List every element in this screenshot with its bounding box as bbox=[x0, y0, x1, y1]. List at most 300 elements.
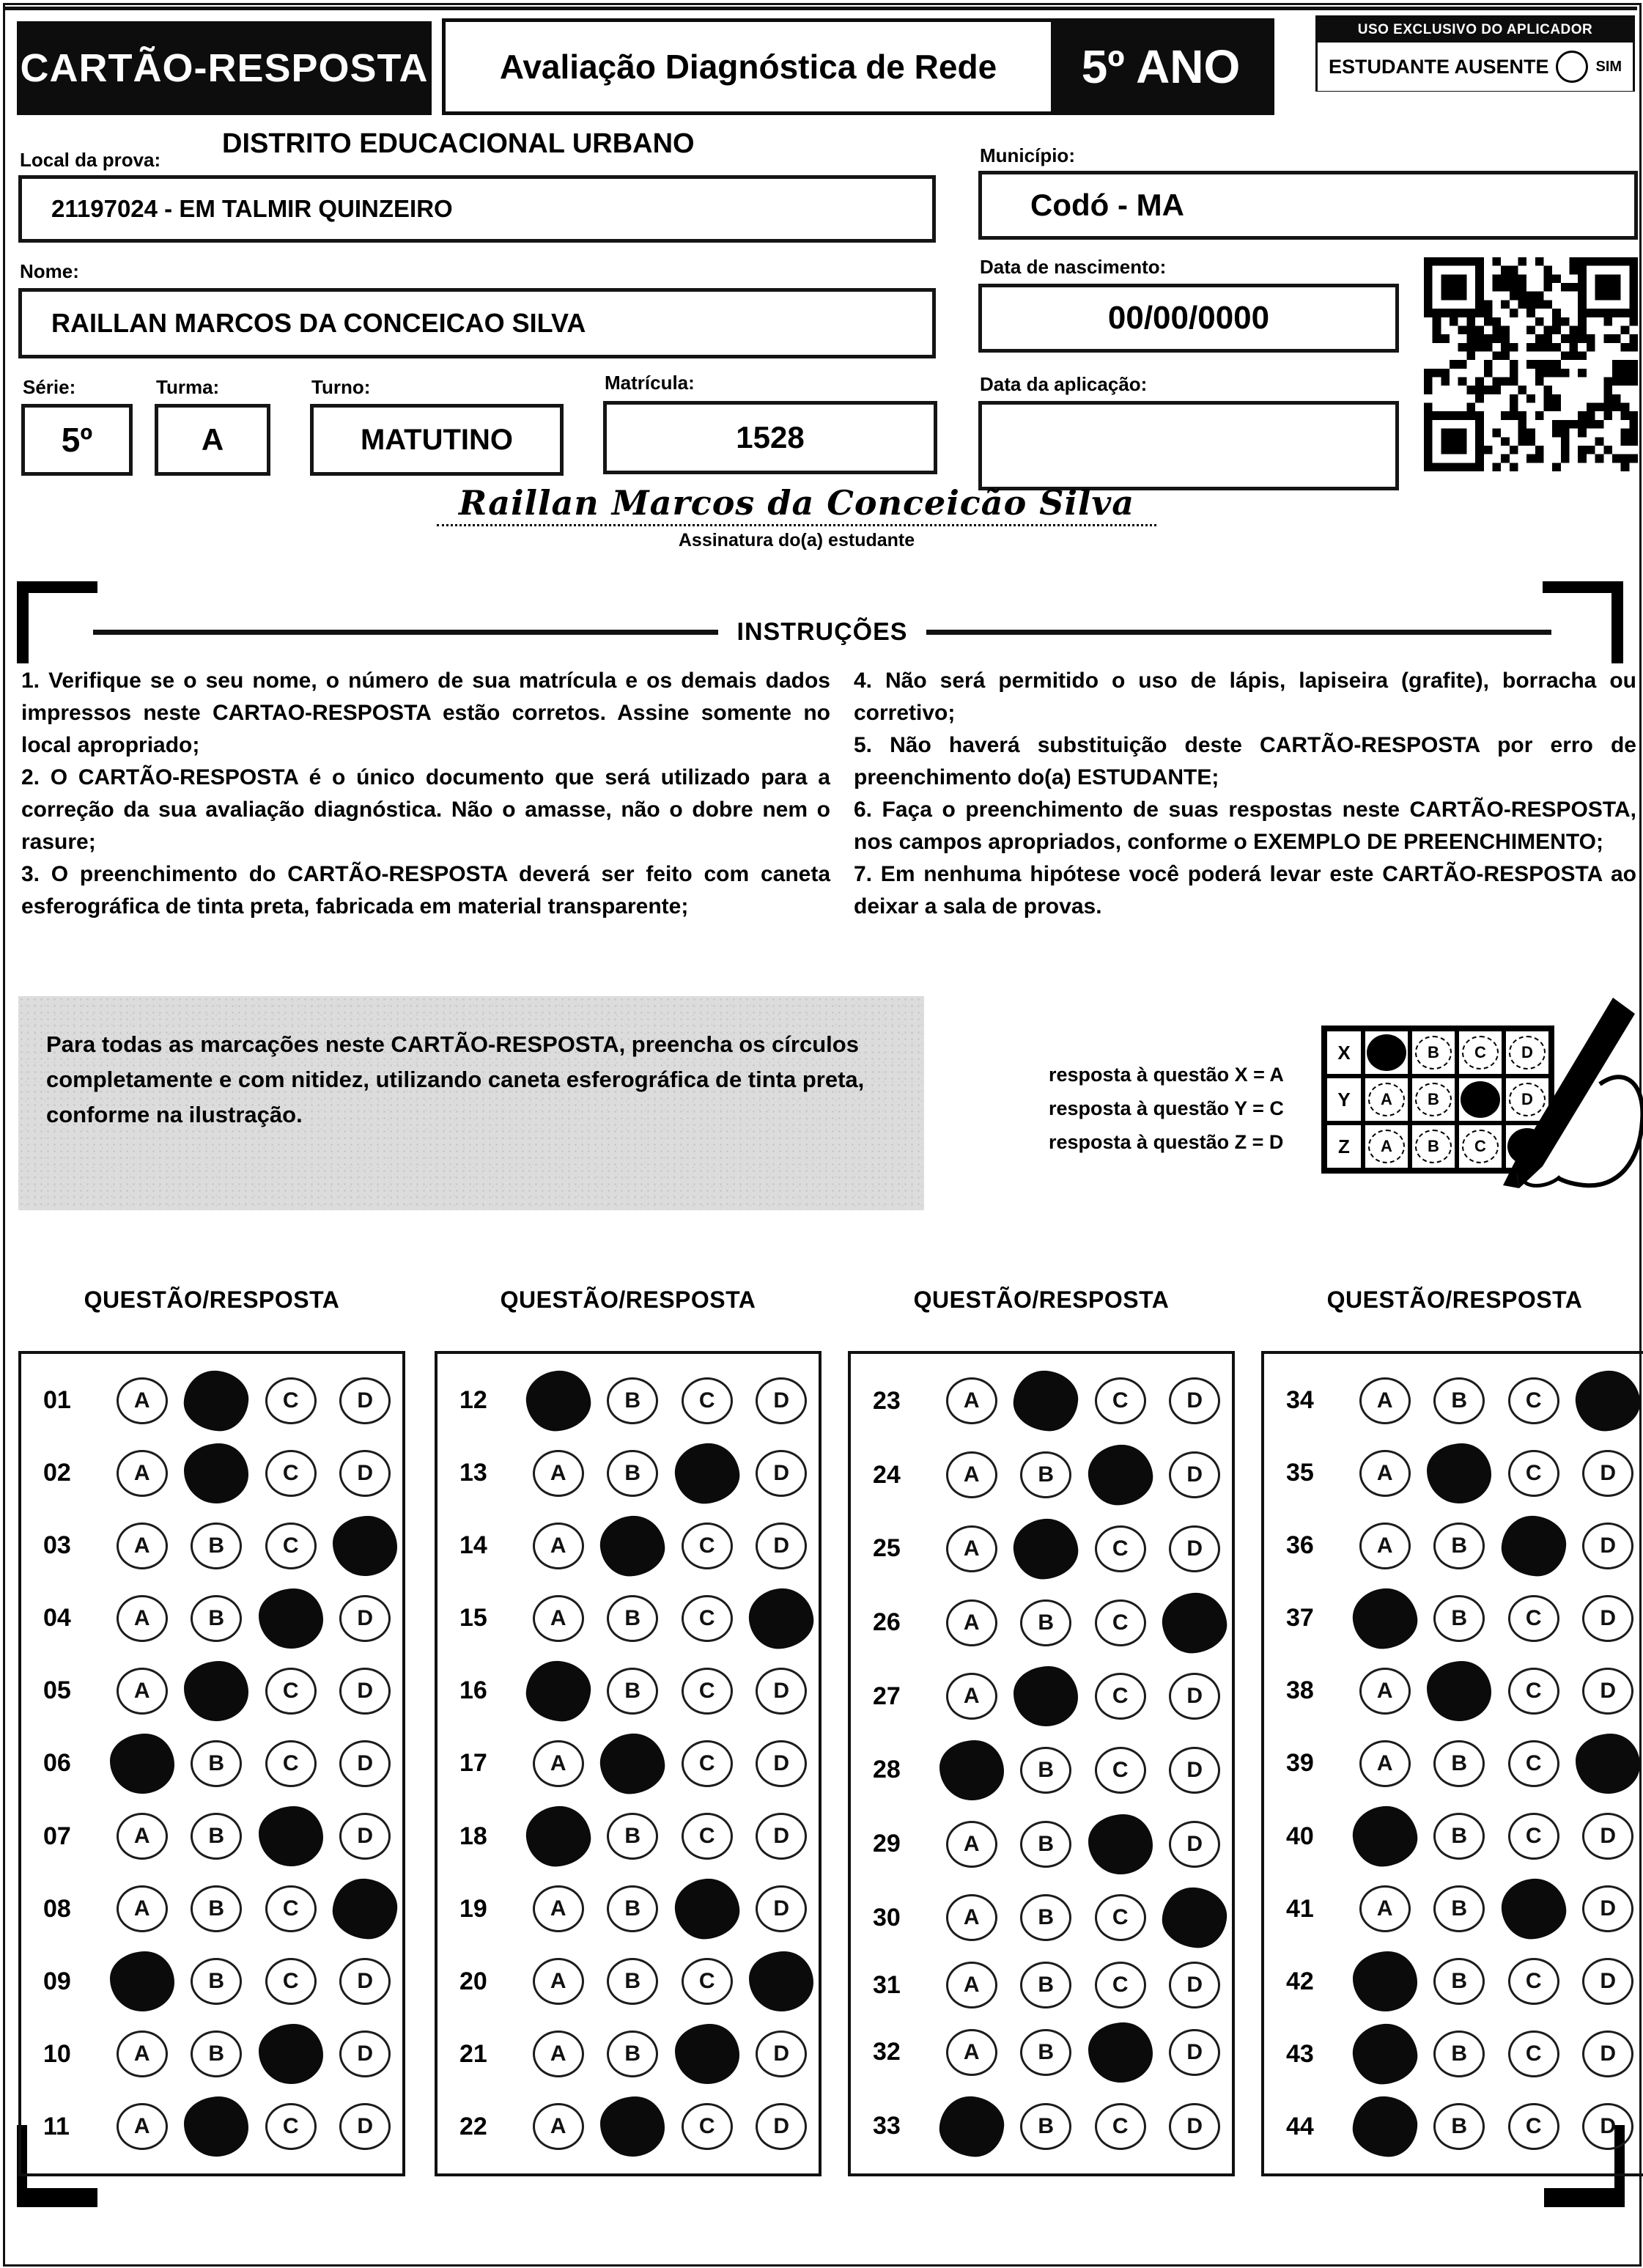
bubble-10-C[interactable] bbox=[259, 2024, 323, 2084]
matricula-value: 1528 bbox=[736, 420, 805, 454]
fill-instructions-text: Para todas as marcações neste CARTÃO-RESPOSTA, preencha os círculos completamente e com nitidez, utilizando caneta esferográfica de tinta preta, conforme na ilustração. bbox=[46, 1031, 865, 1127]
bubble-11-D[interactable]: D bbox=[339, 2103, 391, 2150]
bubble-11-C[interactable]: C bbox=[265, 2103, 317, 2150]
bubble-18-B[interactable]: B bbox=[607, 1813, 658, 1860]
bubble-28-A[interactable] bbox=[939, 1740, 1004, 1800]
nome-label: Nome: bbox=[20, 260, 79, 282]
question-number-05: 05 bbox=[43, 1676, 71, 1705]
bubble-12-A[interactable] bbox=[523, 1368, 593, 1433]
bubble-17-B[interactable] bbox=[598, 1731, 668, 1796]
question-number-38: 38 bbox=[1286, 1676, 1314, 1705]
answers-header-3: QUESTÃO/RESPOSTA bbox=[913, 1286, 1170, 1313]
bubble-22-A[interactable]: A bbox=[533, 2103, 584, 2150]
municipio-value: Codó - MA bbox=[1030, 188, 1184, 222]
bubble-02-B[interactable] bbox=[184, 1443, 248, 1503]
answer-row-02 bbox=[24, 1443, 402, 1503]
matricula-field bbox=[603, 401, 937, 474]
aplicador-box bbox=[1315, 15, 1635, 92]
example-row-label-text: X bbox=[1337, 1041, 1351, 1064]
bubble-42-A[interactable] bbox=[1353, 1951, 1417, 2011]
bubble-38-B[interactable] bbox=[1427, 1661, 1491, 1721]
example-cell bbox=[1363, 1029, 1410, 1076]
bubble-13-C[interactable] bbox=[672, 1440, 742, 1506]
bubble-32-B[interactable]: B bbox=[1020, 2029, 1071, 2076]
absent-label: ESTUDANTE AUSENTE bbox=[1328, 55, 1549, 78]
bubble-09-D[interactable]: D bbox=[339, 1958, 391, 2005]
bubble-36-D[interactable]: D bbox=[1582, 1523, 1633, 1569]
answer-row-15 bbox=[440, 1588, 819, 1649]
bubble-23-B[interactable] bbox=[1011, 1369, 1080, 1433]
bubble-26-D[interactable] bbox=[1160, 1590, 1230, 1655]
bubble-27-D[interactable]: D bbox=[1169, 1673, 1220, 1720]
bubble-34-B[interactable]: B bbox=[1433, 1377, 1485, 1424]
bubble-26-B[interactable]: B bbox=[1020, 1599, 1071, 1646]
bubble-30-B[interactable]: B bbox=[1020, 1894, 1071, 1941]
bubble-16-A[interactable] bbox=[524, 1659, 593, 1723]
bubble-06-C[interactable]: C bbox=[265, 1740, 317, 1787]
bubble-24-D[interactable]: D bbox=[1169, 1451, 1220, 1498]
answer-row-13 bbox=[440, 1443, 819, 1503]
example-cell bbox=[1410, 1123, 1457, 1170]
aplicacao-field[interactable] bbox=[978, 401, 1399, 490]
rule-right bbox=[926, 630, 1551, 635]
bubble-13-D[interactable]: D bbox=[756, 1450, 807, 1497]
bubble-27-C[interactable]: C bbox=[1095, 1673, 1146, 1720]
bubble-40-D[interactable]: D bbox=[1582, 1813, 1633, 1860]
instruction-item-right-2: 5. Não haverá substituição deste CARTÃO-RESPOSTA por erro de preenchimento do(a) ESTUDANTE; bbox=[854, 733, 1636, 789]
bubble-33-C[interactable]: C bbox=[1095, 2103, 1146, 2150]
turma-field bbox=[155, 404, 270, 476]
school-field bbox=[18, 175, 936, 243]
bubble-13-B[interactable]: B bbox=[607, 1450, 658, 1497]
bubble-44-C[interactable]: C bbox=[1508, 2103, 1559, 2150]
turno-value: MATUTINO bbox=[360, 423, 514, 456]
rule-left bbox=[93, 630, 718, 635]
question-number-34: 34 bbox=[1286, 1386, 1314, 1415]
bubble-07-D[interactable]: D bbox=[339, 1813, 391, 1860]
bubble-27-A[interactable]: A bbox=[946, 1673, 997, 1720]
question-number-19: 19 bbox=[459, 1894, 487, 1923]
bubble-07-C[interactable] bbox=[259, 1806, 323, 1866]
school-value: 21197024 - EM TALMIR QUINZEIRO bbox=[51, 195, 453, 222]
bubble-41-A[interactable]: A bbox=[1359, 1885, 1411, 1932]
absent-bubble[interactable] bbox=[1556, 51, 1588, 83]
bubble-30-D[interactable] bbox=[1160, 1885, 1229, 1950]
bubble-16-C[interactable]: C bbox=[682, 1668, 733, 1715]
example-bubble-Y-D: D bbox=[1509, 1083, 1546, 1116]
bubble-36-A[interactable]: A bbox=[1359, 1523, 1411, 1569]
answer-row-32 bbox=[854, 2022, 1232, 2083]
bubble-12-C[interactable]: C bbox=[682, 1377, 733, 1424]
question-number-08: 08 bbox=[43, 1894, 71, 1923]
answer-row-22 bbox=[440, 2096, 819, 2157]
bubble-19-B[interactable]: B bbox=[607, 1885, 658, 1932]
answer-row-43 bbox=[1267, 2024, 1643, 2084]
answer-row-26 bbox=[854, 1593, 1232, 1653]
bubble-20-D[interactable] bbox=[749, 1951, 813, 2011]
student-signature: Raillan Marcos da Conceicão Silva bbox=[437, 483, 1156, 526]
bubble-14-C[interactable]: C bbox=[682, 1523, 733, 1569]
bubble-37-D[interactable]: D bbox=[1582, 1595, 1633, 1642]
bubble-01-C[interactable]: C bbox=[265, 1377, 317, 1424]
question-number-16: 16 bbox=[459, 1676, 487, 1705]
bubble-01-A[interactable]: A bbox=[117, 1377, 168, 1424]
answer-row-24 bbox=[854, 1445, 1232, 1505]
bubble-39-C[interactable]: C bbox=[1508, 1740, 1559, 1787]
bubble-37-C[interactable]: C bbox=[1508, 1595, 1559, 1642]
answer-row-23 bbox=[854, 1371, 1232, 1431]
bubble-15-B[interactable]: B bbox=[607, 1595, 658, 1642]
bubble-17-C[interactable]: C bbox=[682, 1740, 733, 1787]
bubble-26-A[interactable]: A bbox=[946, 1599, 997, 1646]
bubble-31-C[interactable]: C bbox=[1095, 1962, 1146, 2009]
instructions-column-left bbox=[21, 665, 830, 923]
assessment-name: Avaliação Diagnóstica de Rede bbox=[446, 22, 1051, 111]
bubble-23-A[interactable]: A bbox=[946, 1377, 997, 1424]
bubble-19-A[interactable]: A bbox=[533, 1885, 584, 1932]
answers-header-4: QUESTÃO/RESPOSTA bbox=[1326, 1286, 1583, 1313]
bubble-35-B[interactable] bbox=[1427, 1443, 1491, 1503]
question-number-31: 31 bbox=[873, 1970, 901, 1999]
bubble-41-C[interactable] bbox=[1499, 1876, 1568, 1941]
bubble-08-D[interactable] bbox=[331, 1877, 399, 1941]
answer-row-03 bbox=[24, 1516, 402, 1576]
bubble-38-C[interactable]: C bbox=[1508, 1668, 1559, 1715]
bubble-06-D[interactable]: D bbox=[339, 1740, 391, 1787]
bubble-03-D[interactable] bbox=[333, 1516, 397, 1576]
bubble-15-D[interactable] bbox=[747, 1586, 816, 1651]
answers-header-1: QUESTÃO/RESPOSTA bbox=[84, 1286, 340, 1313]
bubble-32-D[interactable]: D bbox=[1169, 2029, 1220, 2076]
answer-row-30 bbox=[854, 1888, 1232, 1948]
answers-box-2 bbox=[435, 1351, 822, 2176]
turma-value: A bbox=[201, 422, 224, 457]
bubble-06-B[interactable]: B bbox=[191, 1740, 242, 1787]
instructions-column-right bbox=[854, 665, 1636, 923]
bubble-01-B[interactable] bbox=[182, 1369, 251, 1433]
bubble-24-A[interactable]: A bbox=[946, 1451, 997, 1498]
nome-value: RAILLAN MARCOS DA CONCEICAO SILVA bbox=[51, 308, 586, 338]
answer-row-11 bbox=[24, 2096, 402, 2157]
bubble-21-A[interactable]: A bbox=[533, 2030, 584, 2077]
bubble-02-D[interactable]: D bbox=[339, 1450, 391, 1497]
bubble-42-C[interactable]: C bbox=[1508, 1958, 1559, 2005]
question-number-01: 01 bbox=[43, 1386, 71, 1415]
bubble-10-B[interactable]: B bbox=[191, 2030, 242, 2077]
bubble-03-C[interactable]: C bbox=[265, 1523, 317, 1569]
question-number-21: 21 bbox=[459, 2039, 487, 2068]
bubble-18-C[interactable]: C bbox=[682, 1813, 733, 1860]
bubble-25-D[interactable]: D bbox=[1169, 1525, 1220, 1572]
bubble-31-D[interactable]: D bbox=[1169, 1962, 1220, 2009]
question-number-24: 24 bbox=[873, 1460, 901, 1489]
bubble-25-A[interactable]: A bbox=[946, 1525, 997, 1572]
answer-row-12 bbox=[440, 1371, 819, 1431]
answer-row-18 bbox=[440, 1806, 819, 1866]
bubble-02-A[interactable]: A bbox=[117, 1450, 168, 1497]
bubble-37-A[interactable] bbox=[1350, 1586, 1419, 1651]
bubble-40-C[interactable]: C bbox=[1508, 1813, 1559, 1860]
bubble-13-A[interactable]: A bbox=[533, 1450, 584, 1497]
question-number-02: 02 bbox=[43, 1459, 71, 1487]
question-number-09: 09 bbox=[43, 1967, 71, 1995]
bubble-12-B[interactable]: B bbox=[607, 1377, 658, 1424]
bubble-04-B[interactable]: B bbox=[191, 1595, 242, 1642]
bubble-21-D[interactable]: D bbox=[756, 2030, 807, 2077]
bubble-39-B[interactable]: B bbox=[1433, 1740, 1485, 1787]
bubble-43-B[interactable]: B bbox=[1433, 2030, 1485, 2077]
bubble-23-C[interactable]: C bbox=[1095, 1377, 1146, 1424]
bubble-28-D[interactable]: D bbox=[1169, 1747, 1220, 1794]
bubble-33-A[interactable] bbox=[937, 2094, 1006, 2159]
bubble-03-B[interactable]: B bbox=[191, 1523, 242, 1569]
instructions-title: INSTRUÇÕES bbox=[736, 618, 908, 646]
bubble-19-D[interactable]: D bbox=[756, 1885, 807, 1932]
bubble-29-A[interactable]: A bbox=[946, 1821, 997, 1868]
bubble-41-B[interactable]: B bbox=[1433, 1885, 1485, 1932]
bubble-34-A[interactable]: A bbox=[1359, 1377, 1411, 1424]
question-number-39: 39 bbox=[1286, 1749, 1314, 1778]
question-number-30: 30 bbox=[873, 1903, 901, 1932]
bubble-29-D[interactable]: D bbox=[1169, 1821, 1220, 1868]
bubble-25-B[interactable] bbox=[1011, 1516, 1081, 1581]
bubble-04-A[interactable]: A bbox=[117, 1595, 168, 1642]
example-bubble-X-A bbox=[1367, 1034, 1406, 1071]
question-number-42: 42 bbox=[1286, 1967, 1314, 1995]
serie-value: 5º bbox=[61, 421, 93, 459]
bubble-43-A[interactable] bbox=[1350, 2022, 1419, 2087]
district-heading: DISTRITO EDUCACIONAL URBANO bbox=[222, 128, 695, 159]
bubble-24-C[interactable] bbox=[1085, 1442, 1155, 1507]
bubble-29-B[interactable]: B bbox=[1020, 1821, 1071, 1868]
bubble-26-C[interactable]: C bbox=[1095, 1599, 1146, 1646]
bubble-32-A[interactable]: A bbox=[946, 2029, 997, 2076]
bubble-17-D[interactable]: D bbox=[756, 1740, 807, 1787]
bubble-08-A[interactable]: A bbox=[117, 1885, 168, 1932]
bubble-10-D[interactable]: D bbox=[339, 2030, 391, 2077]
answer-row-29 bbox=[854, 1814, 1232, 1874]
example-row-label-text: Z bbox=[1338, 1135, 1350, 1157]
question-number-17: 17 bbox=[459, 1749, 487, 1778]
bubble-42-D[interactable]: D bbox=[1582, 1958, 1633, 2005]
bubble-15-A[interactable]: A bbox=[533, 1595, 584, 1642]
bubble-35-D[interactable]: D bbox=[1582, 1450, 1633, 1497]
bubble-38-A[interactable]: A bbox=[1359, 1668, 1411, 1715]
bubble-22-C[interactable]: C bbox=[682, 2103, 733, 2150]
question-number-15: 15 bbox=[459, 1604, 487, 1632]
bubble-28-B[interactable]: B bbox=[1020, 1747, 1071, 1794]
question-number-44: 44 bbox=[1286, 2112, 1314, 2140]
answer-row-16 bbox=[440, 1661, 819, 1721]
question-number-26: 26 bbox=[873, 1608, 901, 1637]
bubble-31-B[interactable]: B bbox=[1020, 1962, 1071, 2009]
bubble-16-B[interactable]: B bbox=[607, 1668, 658, 1715]
bubble-39-D[interactable] bbox=[1576, 1734, 1640, 1794]
bubble-35-A[interactable]: A bbox=[1359, 1450, 1411, 1497]
bubble-30-C[interactable]: C bbox=[1095, 1894, 1146, 1941]
example-bubble-X-C: C bbox=[1462, 1036, 1499, 1069]
instruction-item-left-1: 1. Verifique se o seu nome, o número de sua matrícula e os demais dados impressos neste CARTAO-RESPOSTA estão corretos. Assine somente no local apropriado; bbox=[21, 669, 830, 757]
bubble-22-B[interactable] bbox=[600, 2096, 665, 2157]
bubble-02-C[interactable]: C bbox=[265, 1450, 317, 1497]
question-number-14: 14 bbox=[459, 1531, 487, 1560]
question-number-18: 18 bbox=[459, 1822, 487, 1850]
bubble-33-D[interactable]: D bbox=[1169, 2103, 1220, 2150]
bubble-21-B[interactable]: B bbox=[607, 2030, 658, 2077]
answer-row-40 bbox=[1267, 1806, 1643, 1866]
bubble-03-A[interactable]: A bbox=[117, 1523, 168, 1569]
example-bubble-Z-A: A bbox=[1368, 1130, 1405, 1163]
answer-row-33 bbox=[854, 2096, 1232, 2157]
question-number-04: 04 bbox=[43, 1604, 71, 1632]
answer-row-10 bbox=[24, 2024, 402, 2084]
bubble-44-A[interactable] bbox=[1351, 2094, 1419, 2159]
bubble-43-C[interactable]: C bbox=[1508, 2030, 1559, 2077]
answer-row-08 bbox=[24, 1879, 402, 1939]
answer-row-37 bbox=[1267, 1588, 1643, 1649]
bubble-12-D[interactable]: D bbox=[756, 1377, 807, 1424]
question-number-03: 03 bbox=[43, 1531, 71, 1560]
bubble-05-A[interactable]: A bbox=[117, 1668, 168, 1715]
bubble-06-A[interactable] bbox=[110, 1734, 174, 1794]
turno-label: Turno: bbox=[311, 376, 371, 398]
bubble-34-C[interactable]: C bbox=[1508, 1377, 1559, 1424]
nascimento-value: 00/00/0000 bbox=[1107, 300, 1270, 336]
question-number-12: 12 bbox=[459, 1386, 487, 1415]
bubble-42-B[interactable]: B bbox=[1433, 1958, 1485, 2005]
fill-instructions-note bbox=[18, 996, 924, 1210]
instructions-header bbox=[93, 618, 1551, 647]
bubble-20-C[interactable]: C bbox=[682, 1958, 733, 2005]
bubble-43-D[interactable]: D bbox=[1582, 2030, 1633, 2077]
bubble-41-D[interactable]: D bbox=[1582, 1885, 1633, 1932]
municipio-field bbox=[978, 171, 1638, 240]
bubble-10-A[interactable]: A bbox=[117, 2030, 168, 2077]
bubble-05-B[interactable] bbox=[184, 1661, 248, 1721]
bubble-15-C[interactable]: C bbox=[682, 1595, 733, 1642]
bubble-37-B[interactable]: B bbox=[1433, 1595, 1485, 1642]
serie-label: Série: bbox=[23, 376, 76, 398]
bubble-14-D[interactable]: D bbox=[756, 1523, 807, 1569]
answer-row-05 bbox=[24, 1661, 402, 1721]
bubble-40-A[interactable] bbox=[1350, 1803, 1419, 1868]
example-cell bbox=[1363, 1076, 1410, 1123]
question-number-23: 23 bbox=[873, 1386, 901, 1415]
sheet-title: CARTÃO-RESPOSTA bbox=[20, 46, 429, 90]
bubble-14-B[interactable] bbox=[598, 1513, 668, 1578]
bubble-05-C[interactable]: C bbox=[265, 1668, 317, 1715]
bubble-05-D[interactable]: D bbox=[339, 1668, 391, 1715]
bubble-39-A[interactable]: A bbox=[1359, 1740, 1411, 1787]
registration-mark-top-left bbox=[17, 581, 97, 663]
bubble-22-D[interactable]: D bbox=[756, 2103, 807, 2150]
bubble-44-B[interactable]: B bbox=[1433, 2103, 1485, 2150]
answer-row-25 bbox=[854, 1519, 1232, 1579]
bubble-32-C[interactable] bbox=[1088, 2022, 1153, 2083]
bubble-44-D[interactable]: D bbox=[1582, 2103, 1633, 2150]
bubble-33-B[interactable]: B bbox=[1020, 2103, 1071, 2150]
bubble-20-A[interactable]: A bbox=[533, 1958, 584, 2005]
bubble-04-D[interactable]: D bbox=[339, 1595, 391, 1642]
answer-row-41 bbox=[1267, 1879, 1643, 1939]
bubble-08-B[interactable]: B bbox=[191, 1885, 242, 1932]
example-legend-line-2: resposta à questão Y = C bbox=[1049, 1097, 1284, 1119]
bubble-24-B[interactable]: B bbox=[1020, 1451, 1071, 1498]
answer-row-35 bbox=[1267, 1443, 1643, 1503]
bubble-09-A[interactable] bbox=[110, 1951, 174, 2011]
example-bubble-X-D: D bbox=[1509, 1036, 1546, 1069]
answer-row-17 bbox=[440, 1734, 819, 1794]
bubble-08-C[interactable]: C bbox=[265, 1885, 317, 1932]
question-number-36: 36 bbox=[1286, 1531, 1314, 1560]
instruction-item-right-1: 4. Não será permitido o uso de lápis, lapiseira (grafite), borracha ou corretivo; bbox=[854, 669, 1636, 725]
answer-row-38 bbox=[1267, 1661, 1643, 1721]
bubble-30-A[interactable]: A bbox=[946, 1894, 997, 1941]
bubble-11-B[interactable] bbox=[184, 2096, 248, 2157]
signature-caption: Assinatura do(a) estudante bbox=[678, 530, 915, 551]
bubble-21-C[interactable] bbox=[675, 2024, 739, 2084]
answer-row-06 bbox=[24, 1734, 402, 1794]
bubble-40-B[interactable]: B bbox=[1433, 1813, 1485, 1860]
bubble-25-C[interactable]: C bbox=[1095, 1525, 1146, 1572]
answer-row-04 bbox=[24, 1588, 402, 1649]
answer-row-27 bbox=[854, 1666, 1232, 1726]
bubble-23-D[interactable]: D bbox=[1169, 1377, 1220, 1424]
bubble-11-A[interactable]: A bbox=[117, 2103, 168, 2150]
bubble-18-A[interactable] bbox=[523, 1803, 593, 1868]
sheet-title-box bbox=[17, 21, 432, 115]
example-legend-line-3: resposta à questão Z = D bbox=[1049, 1131, 1284, 1153]
example-row-label bbox=[1325, 1076, 1363, 1123]
bubble-38-D[interactable]: D bbox=[1582, 1668, 1633, 1715]
answer-row-09 bbox=[24, 1951, 402, 2011]
bubble-09-B[interactable]: B bbox=[191, 1958, 242, 2005]
bubble-19-C[interactable] bbox=[672, 1876, 742, 1941]
bubble-17-A[interactable]: A bbox=[533, 1740, 584, 1787]
example-legend bbox=[1049, 1058, 1327, 1159]
bubble-18-D[interactable]: D bbox=[756, 1813, 807, 1860]
bubble-29-C[interactable] bbox=[1088, 1814, 1153, 1874]
bubble-16-D[interactable]: D bbox=[756, 1668, 807, 1715]
bubble-34-D[interactable] bbox=[1573, 1368, 1643, 1433]
bubble-20-B[interactable]: B bbox=[607, 1958, 658, 2005]
registration-mark-top-right bbox=[1543, 581, 1623, 663]
question-number-06: 06 bbox=[43, 1749, 71, 1778]
hand-pen-illustration bbox=[1490, 996, 1643, 1216]
bubble-27-B[interactable] bbox=[1014, 1666, 1078, 1726]
bubble-36-C[interactable] bbox=[1499, 1514, 1568, 1578]
bubble-36-B[interactable]: B bbox=[1433, 1523, 1485, 1569]
example-legend-line-1: resposta à questão X = A bbox=[1049, 1064, 1284, 1086]
bubble-07-B[interactable]: B bbox=[191, 1813, 242, 1860]
bubble-07-A[interactable]: A bbox=[117, 1813, 168, 1860]
qr-code bbox=[1424, 257, 1638, 471]
bubble-35-C[interactable]: C bbox=[1508, 1450, 1559, 1497]
question-number-28: 28 bbox=[873, 1756, 901, 1784]
assessment-banner bbox=[442, 18, 1274, 115]
example-cell bbox=[1410, 1029, 1457, 1076]
bubble-09-C[interactable]: C bbox=[265, 1958, 317, 2005]
bubble-31-A[interactable]: A bbox=[946, 1962, 997, 2009]
bubble-04-C[interactable] bbox=[259, 1588, 323, 1649]
instruction-item-right-3: 6. Faça o preenchimento de suas respostas neste CARTÃO-RESPOSTA, nos campos apropriados, conforme o EXEMPLO DE PREENCHIMENTO; bbox=[854, 798, 1636, 854]
bubble-01-D[interactable]: D bbox=[339, 1377, 391, 1424]
bubble-14-A[interactable]: A bbox=[533, 1523, 584, 1569]
question-number-41: 41 bbox=[1286, 1894, 1314, 1923]
answers-box-4 bbox=[1261, 1351, 1643, 2176]
answers-header-2: QUESTÃO/RESPOSTA bbox=[500, 1286, 756, 1313]
bubble-28-C[interactable]: C bbox=[1095, 1747, 1146, 1794]
